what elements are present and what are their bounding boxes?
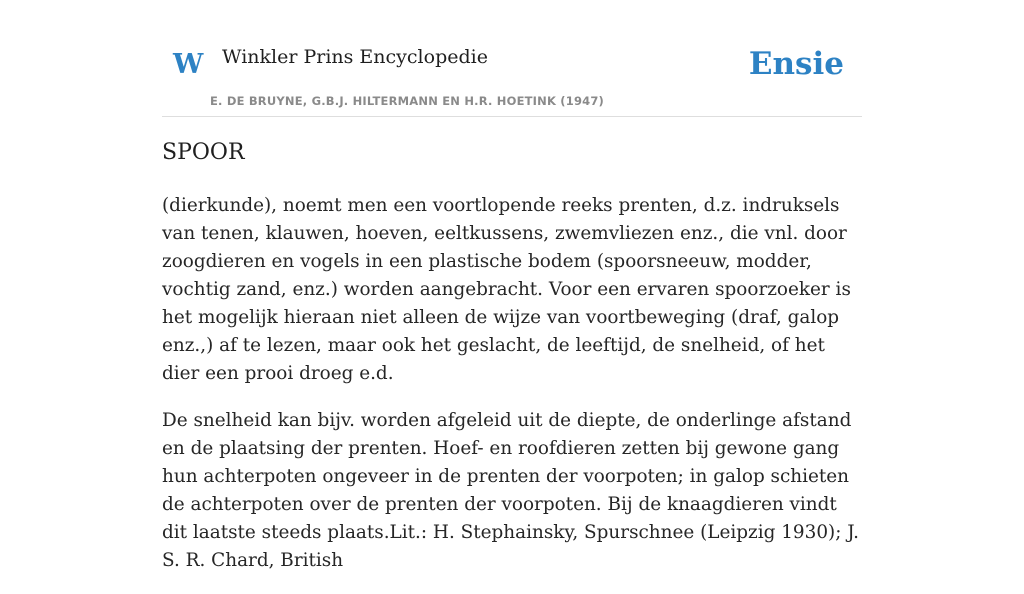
article-headword: SPOOR bbox=[162, 140, 245, 165]
source-title[interactable]: Winkler Prins Encyclopedie bbox=[222, 46, 488, 68]
source-logo[interactable]: W bbox=[173, 49, 204, 80]
site-logo[interactable]: Ensie bbox=[748, 46, 844, 82]
article-paragraph: De snelheid kan bijv. worden afgeleid uit de diepte, de onderlinge afstand en de plaatsing der prenten. Hoef- en roofdieren zetten bij gewone gang hun achterpoten ongeveer in de prenten der voorpoten; in galop schieten de achterpoten over de prenten der voorpoten. Bij de knaagdieren vindt dit laatste steeds plaats.Lit.: H. Stephainsky, Spurschnee (Leipzig 1930); J. S. R. Chard, British bbox=[162, 410, 860, 571]
article-body bbox=[162, 192, 862, 594]
source-header bbox=[162, 0, 862, 117]
article-paragraph: (dierkunde), noemt men een voortlopende reeks prenten, d.z. indruksels van tenen, klauwen, hoeven, eeltkussens, zwemvliezen enz., die vnl. door zoogdieren en vogels in een plastische bodem (spoorsneeuw, modder, vochtig zand, enz.) worden aangebracht. Voor een ervaren spoorzoeker is het mogelijk hieraan niet alleen de wijze van voortbeweging (draf, galop enz.,) af te lezen, maar ook het geslacht, de leeftijd, de snelheid, of het dier een prooi droeg e.d. bbox=[162, 195, 851, 384]
source-authors: E. DE BRUYNE, G.B.J. HILTERMANN EN H.R. HOETINK (1947) bbox=[210, 94, 605, 108]
